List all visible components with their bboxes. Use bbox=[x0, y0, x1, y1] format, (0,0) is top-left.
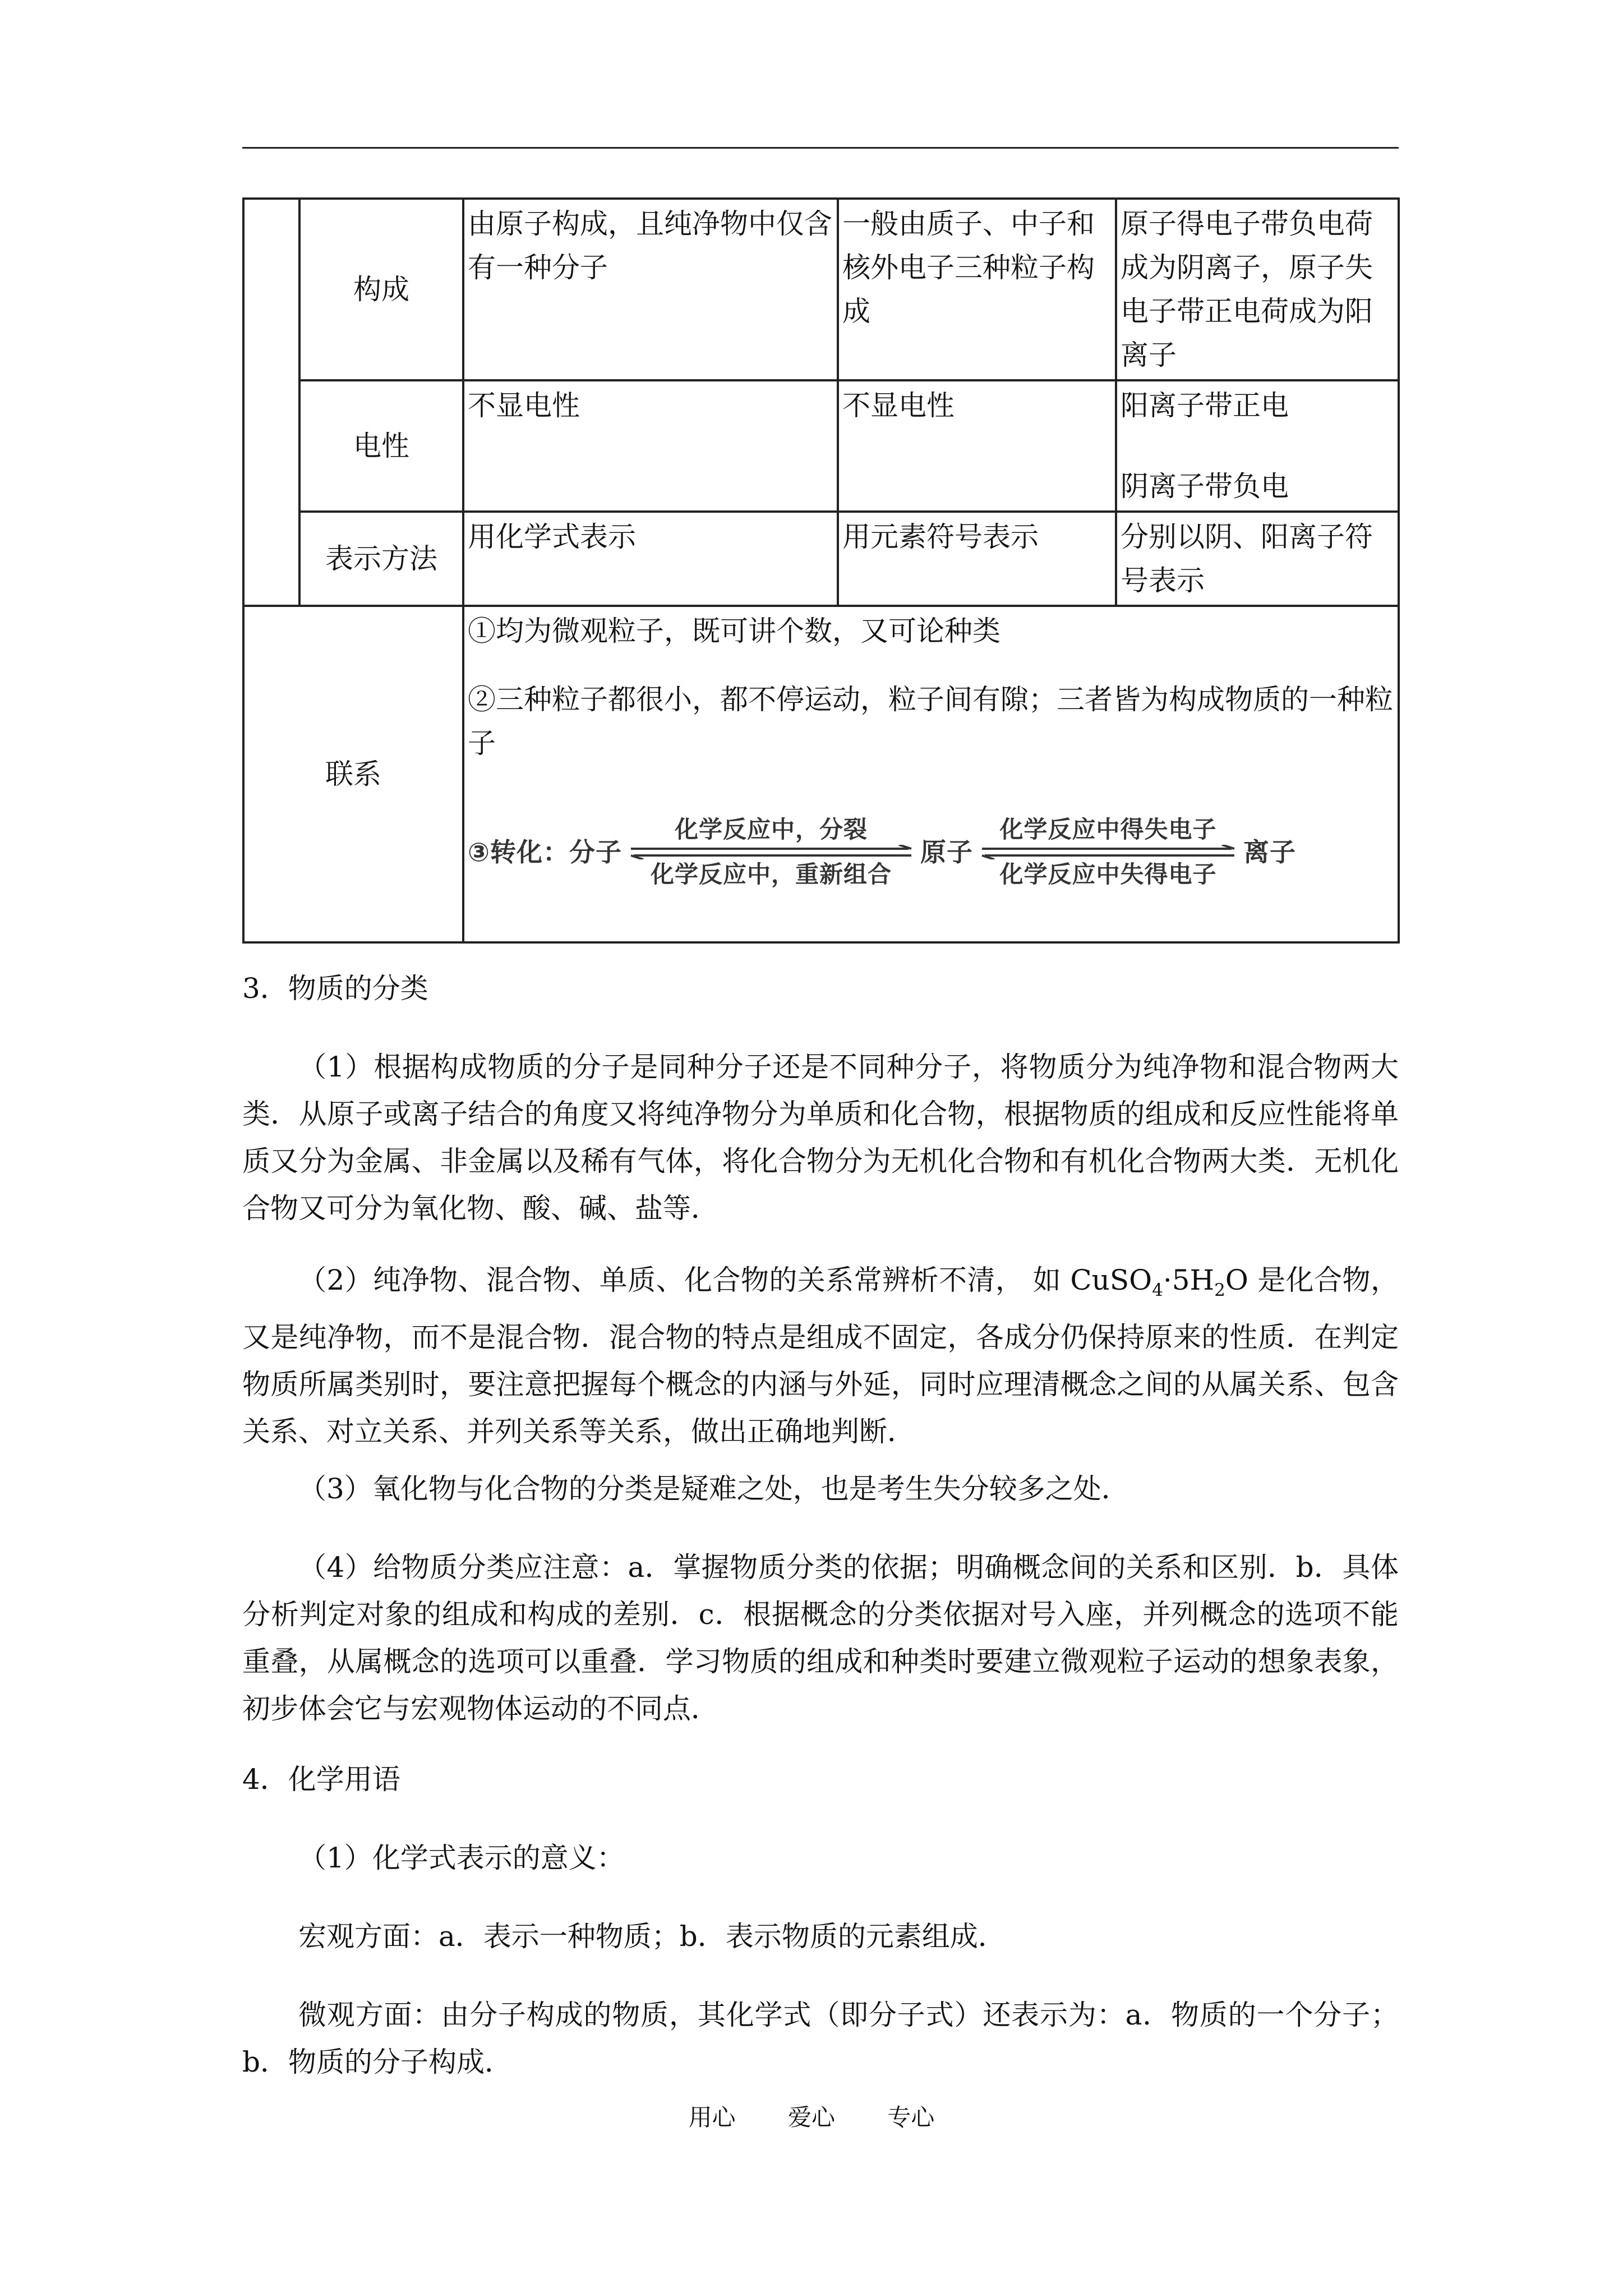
paragraph-text: O 是化合物，又是纯净物，而不是混合物．混合物的特点是组成不固定，各成分仍保持原来的性质．在判定物质所属类别时，要注意把握每个概念的内涵与外延，同时应理清概念之间的从属关系、包含关系、对立关系、并列关系等关系，做出正确地判断． bbox=[242, 1264, 1399, 1448]
table-cell bbox=[1116, 380, 1399, 512]
table-cell: 不显电性 bbox=[838, 380, 1116, 512]
table-cell: 由原子构成，且纯净物中仅含有一种分子 bbox=[463, 199, 838, 380]
row-label: 构成 bbox=[299, 199, 463, 380]
conversion-arrow bbox=[625, 815, 917, 890]
lianxi-cell bbox=[463, 606, 1399, 942]
lianxi-item: ①均为微观粒子，既可讲个数，又可论种类 bbox=[468, 615, 1000, 647]
cell-line: 阳离子带正电 bbox=[1121, 389, 1289, 422]
table-cell: 用化学式表示 bbox=[463, 512, 838, 606]
header-rule bbox=[242, 147, 1399, 149]
table-row bbox=[243, 512, 1399, 606]
table-row bbox=[243, 199, 1399, 380]
arrow-bottom-label: 化学反应中失得电子 bbox=[999, 861, 1217, 888]
section-heading: 4．化学用语 bbox=[242, 1763, 400, 1796]
paragraph: 微观方面：由分子构成的物质，其化学式（即分子式）还表示为：a．物质的一个分子；b．物质的分子构成． bbox=[242, 1999, 1399, 2078]
table-cell: 不显电性 bbox=[463, 380, 838, 512]
subscript: 4 bbox=[1152, 1280, 1163, 1300]
footer-text: 用心 bbox=[688, 2104, 736, 2131]
conversion-diagram bbox=[468, 815, 1394, 890]
paragraph-text: ·5H bbox=[1163, 1264, 1215, 1296]
table-cell: 用元素符号表示 bbox=[838, 512, 1116, 606]
paragraph: 宏观方面：a．表示一种物质；b．表示物质的元素组成． bbox=[298, 1920, 1006, 1953]
paragraph: （3）氧化物与化合物的分类是疑难之处，也是考生失分较多之处． bbox=[298, 1473, 1129, 1505]
table-cell: 一般由质子、中子和核外电子三种粒子构成 bbox=[838, 199, 1116, 380]
cell-line: 阴离子带负电 bbox=[1121, 470, 1289, 503]
paragraph: （1）化学式表示的意义： bbox=[298, 1842, 625, 1874]
paragraph-text: （2）纯净物、混合物、单质、化合物的关系常辨析不清， 如 CuSO bbox=[298, 1264, 1152, 1296]
paragraph bbox=[242, 1257, 1399, 1455]
conversion-prefix: ③转化：分子 bbox=[468, 837, 622, 867]
table-row bbox=[243, 606, 1399, 942]
conversion-arrow bbox=[976, 815, 1240, 890]
conversion-middle: 原子 bbox=[920, 837, 973, 867]
double-arrow-icon bbox=[976, 845, 1240, 859]
arrow-top-label: 化学反应中得失电子 bbox=[999, 816, 1217, 843]
table-cell: 原子得电子带负电荷成为阴离子，原子失电子带正电荷成为阳离子 bbox=[1116, 199, 1399, 380]
double-arrow-icon bbox=[625, 845, 917, 859]
table-row bbox=[243, 380, 1399, 512]
table-cell: 分别以阴、阳离子符号表示 bbox=[1116, 512, 1399, 606]
subscript: 2 bbox=[1214, 1280, 1225, 1300]
arrow-bottom-label: 化学反应中，重新组合 bbox=[650, 861, 892, 888]
paragraph: （1）根据构成物质的分子是同种分子还是不同种分子，将物质分为纯净物和混合物两大类．从原子或离子结合的角度又将纯净物分为单质和化合物，根据物质的组成和反应性能将单质又分为金属、非金属以及稀有气体，将化合物分为无机化合物和有机化合物两大类．无机化合物又可分为氧化物、酸、碱、盐等． bbox=[242, 1051, 1399, 1225]
page-footer bbox=[0, 2099, 1623, 2133]
paragraph: （4）给物质分类应注意：a．掌握物质分类的依据；明确概念间的关系和区别．b．具体分析判定对象的组成和构成的差别．c．根据概念的分类依据对号入座，并列概念的选项不能重叠，从属概念的选项可以重叠．学习物质的组成和种类时要建立微观粒子运动的想象表象，初步体会它与宏观物体运动的不同点． bbox=[242, 1551, 1399, 1725]
row-label: 表示方法 bbox=[299, 512, 463, 606]
footer-text: 爱心 bbox=[787, 2104, 835, 2131]
section-heading: 3．物质的分类 bbox=[242, 972, 428, 1005]
particle-comparison-table bbox=[242, 197, 1400, 944]
conversion-suffix: 离子 bbox=[1243, 837, 1296, 867]
arrow-top-label: 化学反应中，分裂 bbox=[674, 816, 868, 843]
row-label: 联系 bbox=[243, 606, 463, 942]
row-label: 电性 bbox=[299, 380, 463, 512]
footer-text: 专心 bbox=[887, 2104, 935, 2131]
table-gutter bbox=[243, 199, 299, 606]
lianxi-item: ②三种粒子都很小，都不停运动，粒子间有隙；三者皆为构成物质的一种粒子 bbox=[468, 683, 1393, 760]
